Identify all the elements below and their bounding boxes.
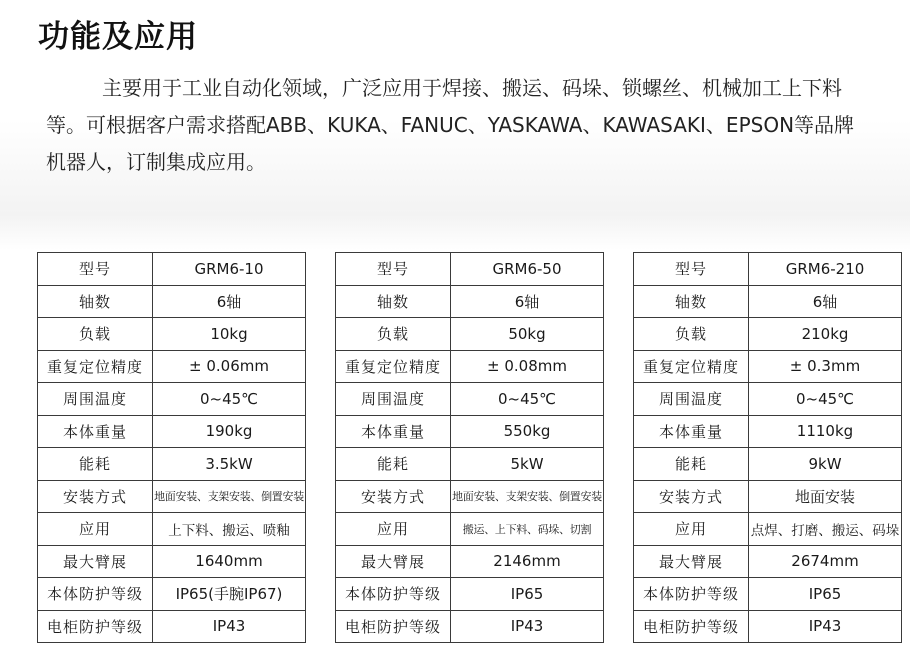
spec-label: 重复定位精度 — [38, 350, 153, 383]
spec-label: 周围温度 — [634, 383, 749, 416]
spec-value: 地面安装、支架安装、倒置安装 — [153, 480, 306, 513]
table-row — [336, 383, 604, 416]
spec-label: 电柜防护等级 — [634, 610, 749, 643]
table-row — [336, 350, 604, 383]
spec-label: 应用 — [336, 513, 451, 546]
spec-value: 地面安装 — [749, 480, 902, 513]
spec-label: 应用 — [634, 513, 749, 546]
table-row — [634, 513, 902, 546]
spec-value: IP43 — [153, 610, 306, 643]
table-row — [634, 610, 902, 643]
table-row — [336, 578, 604, 611]
table-row — [336, 545, 604, 578]
spec-value: ± 0.06mm — [153, 350, 306, 383]
spec-value: 1110kg — [749, 415, 902, 448]
spec-value: 搬运、上下料、码垛、切割 — [451, 513, 604, 546]
spec-label: 能耗 — [336, 448, 451, 481]
spec-value: 9kW — [749, 448, 902, 481]
spec-label: 本体防护等级 — [38, 578, 153, 611]
spec-value: 1640mm — [153, 545, 306, 578]
spec-label: 负载 — [634, 318, 749, 351]
spec-label: 能耗 — [634, 448, 749, 481]
spec-label: 电柜防护等级 — [336, 610, 451, 643]
spec-label: 最大臂展 — [336, 545, 451, 578]
spec-label: 轴数 — [38, 285, 153, 318]
spec-label: 周围温度 — [336, 383, 451, 416]
spec-label: 安装方式 — [38, 480, 153, 513]
table-row — [38, 480, 306, 513]
spec-value: 6轴 — [153, 285, 306, 318]
spec-value: 点焊、打磨、搬运、码垛 — [749, 513, 902, 546]
table-row — [336, 318, 604, 351]
spec-label: 能耗 — [38, 448, 153, 481]
spec-value: 190kg — [153, 415, 306, 448]
spec-value: 50kg — [451, 318, 604, 351]
intro-paragraph: 主要用于工业自动化领域，广泛应用于焊接、搬运、码垛、锁螺丝、机械加工上下料等。可根据客户需求搭配ABB、KUKA、FANUC、YASKAWA、KAWASAKI、EPSON等品牌机器人，订制集成应用。 — [46, 76, 855, 174]
spec-table-grm6-10 — [37, 252, 306, 643]
table-row — [38, 285, 306, 318]
table-row — [634, 545, 902, 578]
spec-value: 地面安装、支架安装、倒置安装 — [451, 480, 604, 513]
spec-label: 型号 — [38, 253, 153, 286]
spec-label: 本体防护等级 — [634, 578, 749, 611]
spec-label: 安装方式 — [336, 480, 451, 513]
spec-label: 电柜防护等级 — [38, 610, 153, 643]
spec-label: 应用 — [38, 513, 153, 546]
section-heading: 功能及应用 — [38, 19, 198, 55]
table-row — [634, 383, 902, 416]
table-row — [634, 350, 902, 383]
table-row — [336, 480, 604, 513]
spec-label: 本体重量 — [38, 415, 153, 448]
table-row — [634, 285, 902, 318]
table-row — [38, 610, 306, 643]
spec-label: 安装方式 — [634, 480, 749, 513]
spec-value: 0~45℃ — [749, 383, 902, 416]
spec-value: 3.5kW — [153, 448, 306, 481]
spec-label: 型号 — [336, 253, 451, 286]
spec-table-grm6-210 — [633, 252, 902, 643]
spec-label: 周围温度 — [38, 383, 153, 416]
spec-value: 550kg — [451, 415, 604, 448]
spec-value: 6轴 — [451, 285, 604, 318]
table-row — [634, 578, 902, 611]
table-row — [38, 383, 306, 416]
table-row — [634, 415, 902, 448]
spec-value: IP65 — [451, 578, 604, 611]
spec-value: IP65 — [749, 578, 902, 611]
spec-value: 6轴 — [749, 285, 902, 318]
table-row — [38, 253, 306, 286]
table-row — [634, 480, 902, 513]
spec-label: 重复定位精度 — [336, 350, 451, 383]
spec-label: 轴数 — [336, 285, 451, 318]
spec-table-grm6-50 — [335, 252, 604, 643]
table-row — [336, 610, 604, 643]
spec-label: 重复定位精度 — [634, 350, 749, 383]
table-row — [336, 415, 604, 448]
table-row — [634, 318, 902, 351]
spec-value: 5kW — [451, 448, 604, 481]
spec-label: 本体防护等级 — [336, 578, 451, 611]
table-row — [38, 513, 306, 546]
spec-label: 型号 — [634, 253, 749, 286]
table-row — [336, 285, 604, 318]
table-row — [634, 253, 902, 286]
spec-value: 2146mm — [451, 545, 604, 578]
spec-label: 最大臂展 — [634, 545, 749, 578]
spec-label: 本体重量 — [634, 415, 749, 448]
spec-value: IP43 — [749, 610, 902, 643]
spec-label: 轴数 — [634, 285, 749, 318]
table-row — [38, 545, 306, 578]
spec-value: 10kg — [153, 318, 306, 351]
spec-value: GRM6-10 — [153, 253, 306, 286]
table-row — [336, 448, 604, 481]
spec-value: ± 0.3mm — [749, 350, 902, 383]
spec-label: 负载 — [38, 318, 153, 351]
spec-value: GRM6-210 — [749, 253, 902, 286]
spec-value: IP65(手腕IP67) — [153, 578, 306, 611]
spec-value: 0~45℃ — [451, 383, 604, 416]
spec-value: 上下料、搬运、喷釉 — [153, 513, 306, 546]
spec-value: 2674mm — [749, 545, 902, 578]
spec-label: 本体重量 — [336, 415, 451, 448]
spec-value: GRM6-50 — [451, 253, 604, 286]
table-row — [38, 578, 306, 611]
table-row — [336, 253, 604, 286]
table-row — [38, 350, 306, 383]
spec-value: 210kg — [749, 318, 902, 351]
spec-label: 最大臂展 — [38, 545, 153, 578]
spec-label: 负载 — [336, 318, 451, 351]
table-row — [634, 448, 902, 481]
table-row — [38, 318, 306, 351]
table-row — [38, 448, 306, 481]
table-row — [336, 513, 604, 546]
spec-value: IP43 — [451, 610, 604, 643]
spec-value: ± 0.08mm — [451, 350, 604, 383]
table-row — [38, 415, 306, 448]
spec-value: 0~45℃ — [153, 383, 306, 416]
